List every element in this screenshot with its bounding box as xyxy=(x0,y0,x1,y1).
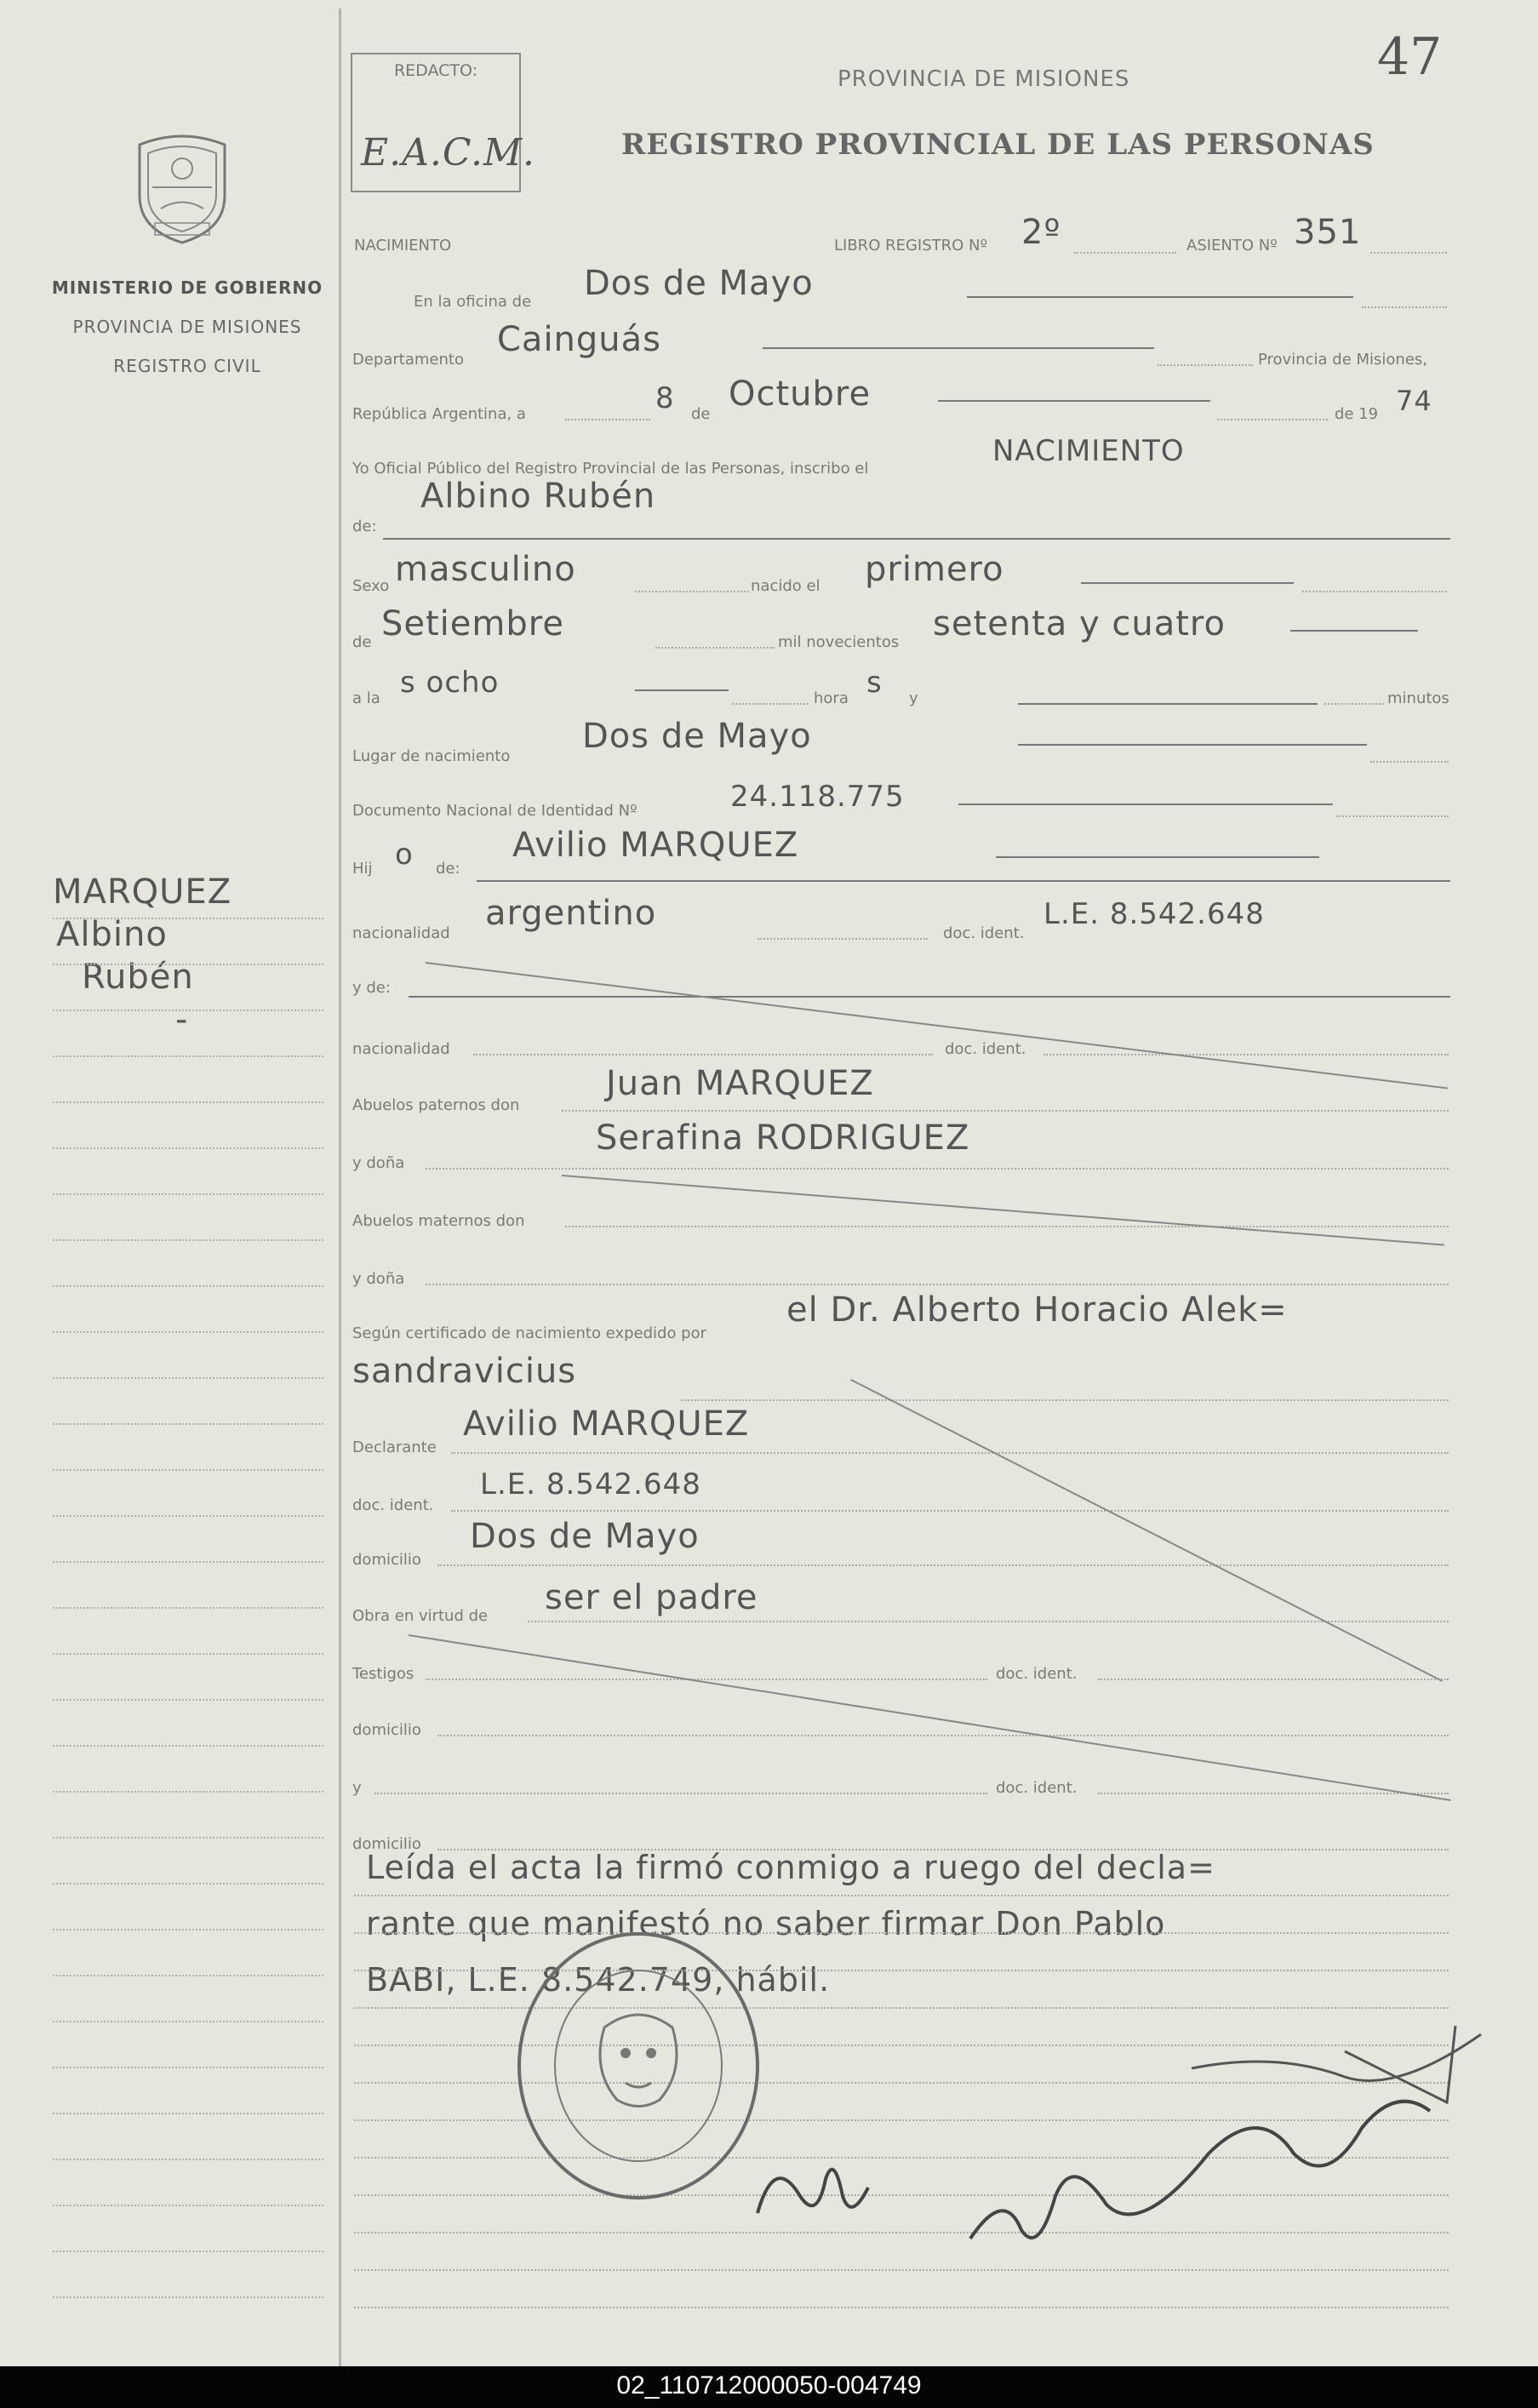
strike-mother xyxy=(426,962,1448,1089)
y2-label: y xyxy=(352,1779,362,1797)
oficial-label: Yo Oficial Público del Registro Provincial de las Personas, inscribo el xyxy=(352,460,869,478)
hij-label: Hij xyxy=(352,860,373,878)
margin-ruled-line xyxy=(53,1101,323,1103)
margin-ruled-line xyxy=(53,2296,323,2298)
margin-ruled-line xyxy=(53,2067,323,2068)
ala-label: a la xyxy=(352,689,380,707)
margin-ruled-line xyxy=(53,1607,323,1609)
margin-secondname: Rubén xyxy=(82,958,194,997)
province-heading: PROVINCIA DE MISIONES xyxy=(838,66,1130,92)
de2-label: de: xyxy=(352,518,377,535)
domicilio2-label: domicilio xyxy=(352,1721,421,1739)
docident4-dots xyxy=(1098,1679,1449,1680)
margin-ruled-line xyxy=(53,1239,323,1241)
oficina-dots xyxy=(1362,306,1447,308)
republica-dots xyxy=(565,419,650,420)
padre-value: Avilio MARQUEZ xyxy=(512,826,799,865)
hij-de-label: de: xyxy=(436,860,460,878)
margin-ruled-line xyxy=(53,1285,323,1287)
departamento-line xyxy=(763,347,1154,349)
year-prefix: de 19 xyxy=(1335,405,1379,423)
redacto-label: REDACTO: xyxy=(393,61,478,80)
closing-line1: Leída el acta la firmó conmigo a ruego del decla= xyxy=(366,1849,1215,1886)
province-line: PROVINCIA DE MISIONES xyxy=(72,317,302,337)
docident-value: L.E. 8.542.648 xyxy=(1043,897,1265,931)
margin-ruled-line xyxy=(53,2113,323,2114)
margin-ruled-line xyxy=(53,918,323,919)
nacionalidad-value: argentino xyxy=(485,894,657,933)
declarante-dots xyxy=(451,1452,1449,1454)
margin-ruled-line xyxy=(53,1653,323,1655)
margin-ruled-line xyxy=(53,1699,323,1701)
nacionalidad2-label: nacionalidad xyxy=(352,1040,450,1058)
declarante-label: Declarante xyxy=(352,1439,437,1456)
domicilio-value: Dos de Mayo xyxy=(470,1517,700,1556)
docident3-label: doc. ident. xyxy=(352,1496,434,1514)
docident2-dots xyxy=(1043,1054,1449,1055)
closing-line2: rante que manifestó no saber firmar Don Pablo xyxy=(366,1905,1166,1942)
nacido-dots xyxy=(1302,591,1447,592)
margin-ruled-line xyxy=(53,1193,323,1195)
margin-surname: MARQUEZ xyxy=(53,872,232,912)
nacimiento-label: NACIMIENTO xyxy=(354,237,452,255)
docident-label: doc. ident. xyxy=(943,924,1025,942)
departamento-label: Departamento xyxy=(352,351,464,369)
ala-dots xyxy=(732,703,809,705)
obra-value: ser el padre xyxy=(545,1578,758,1617)
abuelo-pat-value: Juan MARQUEZ xyxy=(606,1064,874,1103)
margin-ruled-line xyxy=(53,1837,323,1839)
dni-value: 24.118.775 xyxy=(730,780,905,814)
nacionalidad-dots xyxy=(758,938,928,940)
strike-maternal-grandparents xyxy=(562,1175,1444,1246)
page-number: 47 xyxy=(1377,27,1443,87)
obra-dots xyxy=(528,1621,1449,1622)
margin-ruled-line xyxy=(53,2159,323,2160)
margin-ruled-line xyxy=(53,1055,323,1057)
inscribo-value: NACIMIENTO xyxy=(992,434,1185,468)
ydona2-label: y doña xyxy=(352,1270,405,1288)
redacto-initials: E.A.C.M. xyxy=(361,131,535,174)
domicilio-dots xyxy=(437,1564,1449,1566)
margin-ruled-line xyxy=(53,1515,323,1517)
provincia-suffix: Provincia de Misiones, xyxy=(1258,351,1427,369)
handwritten-signatures xyxy=(749,2000,1515,2273)
anio-nac-line xyxy=(1290,630,1418,632)
margin-ruled-line xyxy=(53,1010,323,1011)
image-id-bar xyxy=(0,2366,1538,2408)
yde-line xyxy=(409,996,1450,998)
margin-ruled-line xyxy=(53,1469,323,1471)
departamento-dots xyxy=(1158,364,1253,366)
de3-label: de xyxy=(352,633,372,651)
obra-label: Obra en virtud de xyxy=(352,1607,489,1625)
yde-label: y de: xyxy=(352,979,391,997)
nacionalidad-label: nacionalidad xyxy=(352,924,450,942)
margin-ruled-line xyxy=(53,1929,323,1930)
dia-value: 8 xyxy=(655,381,675,415)
ministry-line: MINISTERIO DE GOBIERNO xyxy=(51,277,323,298)
oficina-label: En la oficina de xyxy=(414,293,532,311)
margin-dash: - xyxy=(175,1000,189,1039)
ydona2-dots xyxy=(426,1284,1449,1285)
margin-ruled-line xyxy=(53,1147,323,1149)
oficina-line xyxy=(967,296,1353,298)
republica-label: República Argentina, a xyxy=(352,405,526,423)
testigos-label: Testigos xyxy=(352,1665,415,1683)
dni-dots xyxy=(1336,815,1449,817)
nombre-value: Albino Rubén xyxy=(420,477,656,516)
image-id-text: 02_110712000050-004749 xyxy=(616,2371,922,2399)
margin-ruled-line xyxy=(53,1561,323,1563)
margin-ruled-line xyxy=(53,1331,323,1333)
abuela-pat-dots xyxy=(426,1168,1449,1170)
abuelos-pat-dots xyxy=(562,1110,1449,1112)
libro-dots xyxy=(1074,252,1176,254)
official-round-stamp xyxy=(511,1925,766,2206)
docident5-label: doc. ident. xyxy=(996,1779,1078,1797)
margin-ruled-line xyxy=(53,2251,323,2252)
asiento-value: 351 xyxy=(1294,213,1362,252)
minutos-line xyxy=(1018,703,1318,705)
margin-ruled-line xyxy=(53,1377,323,1379)
strike-declarante xyxy=(850,1379,1443,1682)
padre-line xyxy=(996,856,1319,858)
declarante-value: Avilio MARQUEZ xyxy=(463,1404,750,1444)
nacionalidad2-dots xyxy=(473,1054,933,1055)
lugar-line xyxy=(1018,744,1367,746)
abuelos-pat-label: Abuelos paternos don xyxy=(352,1096,520,1114)
anio-nac-value: setenta y cuatro xyxy=(933,604,1226,643)
abuelos-mat-label: Abuelos maternos don xyxy=(352,1212,525,1230)
year-value: 74 xyxy=(1396,385,1432,417)
domicilio2-dots xyxy=(437,1735,1449,1736)
asiento-label: ASIENTO Nº xyxy=(1186,237,1278,255)
coat-of-arms-icon xyxy=(123,128,242,247)
certificado-dots xyxy=(681,1399,1449,1401)
margin-ruled-line xyxy=(53,2205,323,2206)
y-label: y xyxy=(909,689,918,707)
departamento-value: Cainguás xyxy=(497,320,661,359)
abuelos-mat-dots xyxy=(565,1226,1449,1227)
domicilio-label: domicilio xyxy=(352,1551,421,1569)
hij-value: o xyxy=(395,838,414,872)
certificado-value2: sandravicius xyxy=(352,1352,577,1391)
libro-value: 2º xyxy=(1021,213,1061,252)
mil-label: mil novecientos xyxy=(778,633,900,651)
certificado-label: Según certificado de nacimiento expedido por xyxy=(352,1324,707,1342)
docident2-label: doc. ident. xyxy=(945,1040,1026,1058)
abuela-pat-value: Serafina RODRIGUEZ xyxy=(596,1118,970,1158)
hora-label: hora xyxy=(814,689,849,707)
margin-firstname: Albino xyxy=(56,915,168,954)
mes-dots xyxy=(1217,419,1328,420)
docident3-value: L.E. 8.542.648 xyxy=(480,1467,701,1501)
margin-ruled-line xyxy=(53,1745,323,1747)
ala-value: s ocho xyxy=(400,666,500,700)
docident5-dots xyxy=(1098,1793,1449,1794)
mes-nac-dots xyxy=(655,647,775,649)
body-ruled-line xyxy=(354,1895,1449,1896)
ydona-label: y doña xyxy=(352,1154,405,1172)
hij-line xyxy=(477,880,1450,882)
certificado-value: el Dr. Alberto Horacio Alek= xyxy=(786,1290,1288,1330)
margin-ruled-line xyxy=(53,964,323,965)
ministry-block xyxy=(34,268,340,386)
y2-dots xyxy=(374,1793,987,1794)
body-ruled-line xyxy=(354,2307,1449,2308)
asiento-dots xyxy=(1370,252,1447,254)
margin-ruled-line xyxy=(53,1975,323,1976)
sexo-value: masculino xyxy=(395,550,576,589)
lugar-dots xyxy=(1370,761,1449,763)
margin-ruled-line xyxy=(53,2021,323,2022)
nacido-label: nacido el xyxy=(751,577,820,595)
domicilio3-label: domicilio xyxy=(352,1835,421,1853)
de-label: de xyxy=(691,405,711,423)
sexo-dots xyxy=(635,591,749,592)
civil-registry-line: REGISTRO CIVIL xyxy=(113,356,261,376)
lugar-label: Lugar de nacimiento xyxy=(352,747,511,765)
strike-testigos xyxy=(409,1634,1451,1801)
oficina-value: Dos de Mayo xyxy=(584,264,814,303)
dni-label: Documento Nacional de Identidad Nº xyxy=(352,802,637,820)
margin-ruled-line xyxy=(53,1883,323,1885)
margin-ruled-line xyxy=(53,1423,323,1425)
mes-value: Octubre xyxy=(729,375,872,414)
ala-line xyxy=(635,689,729,691)
redacto-box xyxy=(351,53,535,192)
nacido-line xyxy=(1081,582,1294,584)
registry-heading: REGISTRO PROVINCIAL DE LAS PERSONAS xyxy=(621,128,1375,162)
testigos-dots xyxy=(426,1679,987,1680)
dni-line xyxy=(958,804,1333,805)
sexo-label: Sexo xyxy=(352,577,390,595)
docident3-dots xyxy=(451,1510,1449,1512)
minutos-label: minutos xyxy=(1387,689,1449,707)
minutos-dots xyxy=(1324,703,1384,705)
docident4-label: doc. ident. xyxy=(996,1665,1078,1683)
margin-ruled-line xyxy=(53,1791,323,1793)
mes-line xyxy=(938,400,1210,402)
nacido-value: primero xyxy=(865,550,1004,589)
nombre-line xyxy=(383,538,1450,540)
closing-line3: BABI, L.E. 8.542.749, hábil. xyxy=(366,1961,831,1999)
lugar-value: Dos de Mayo xyxy=(582,717,812,756)
libro-label: LIBRO REGISTRO Nº xyxy=(834,237,987,255)
mes-nac-value: Setiembre xyxy=(381,604,564,643)
hora-value: s xyxy=(866,666,883,700)
